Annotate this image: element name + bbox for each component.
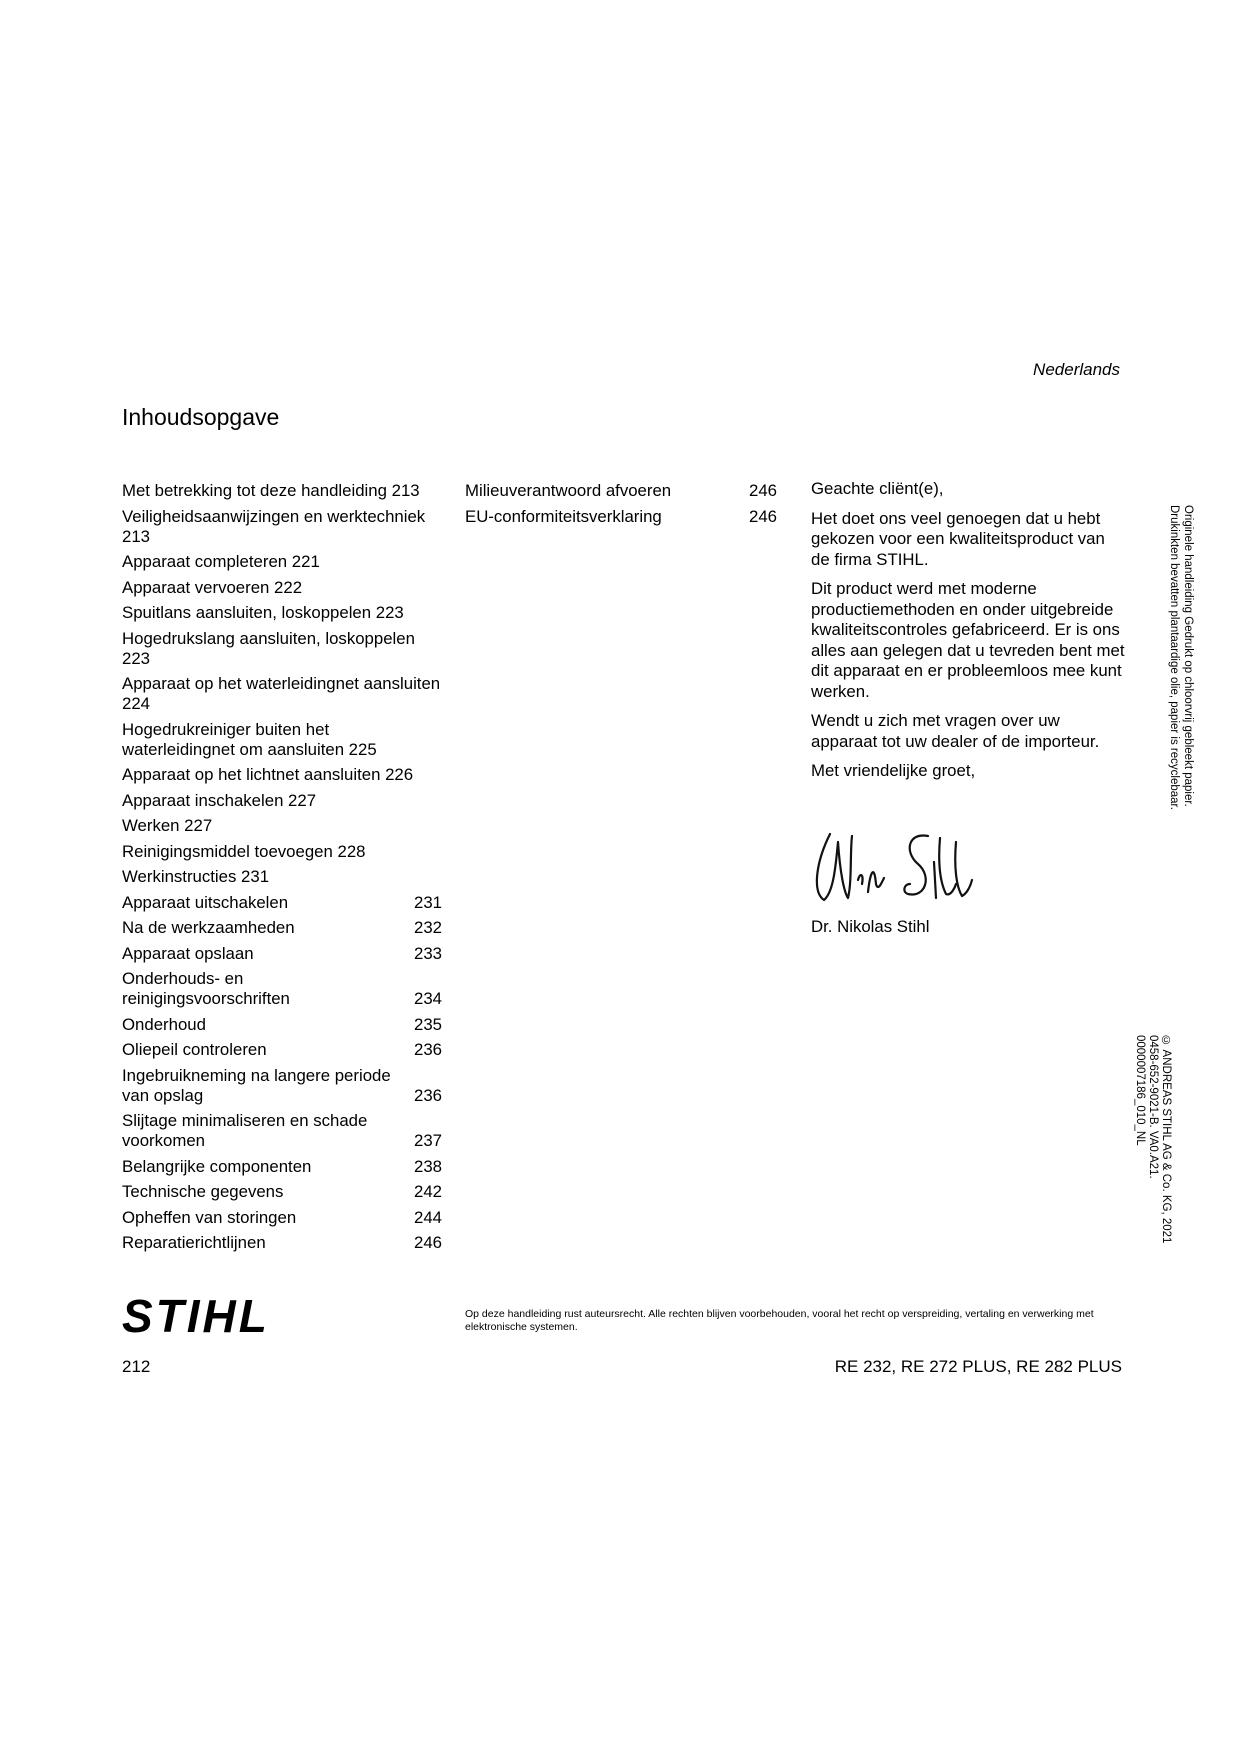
toc-entry bbox=[122, 1233, 442, 1253]
toc-entry-title: Werken 227 bbox=[122, 816, 213, 835]
toc-entry-title: Belangrijke componenten bbox=[122, 1156, 312, 1176]
toc-column-1 bbox=[122, 481, 442, 1259]
svg-text:STIHL: STIHL bbox=[122, 1294, 270, 1336]
toc-entry-title: Opheffen van storingen bbox=[122, 1207, 297, 1227]
toc-entry-title: Spuitlans aansluiten, loskoppelen 223 bbox=[122, 603, 404, 622]
toc-entry-title: Onderhouds- en reinigingsvoorschriften bbox=[122, 969, 290, 1008]
toc-entry bbox=[122, 944, 442, 964]
toc-entry-title: Veiligheidsaanwijzingen en werktechniek 213 bbox=[122, 506, 426, 546]
toc-entry-title: Hogedrukreiniger buiten het waterleidingnet om aansluiten 225 bbox=[122, 719, 377, 759]
toc-column-2 bbox=[465, 481, 777, 532]
toc-entry bbox=[122, 1157, 442, 1177]
toc-entry-page: 236 bbox=[414, 1085, 442, 1105]
toc-entry bbox=[122, 720, 442, 760]
toc-entry-page: 237 bbox=[414, 1131, 442, 1150]
toc-entry-title: Apparaat op het lichtnet aansluiten 226 bbox=[122, 765, 414, 784]
toc-entry bbox=[122, 603, 442, 623]
toc-entry bbox=[122, 481, 442, 501]
toc-entry-title: Apparaat completeren 221 bbox=[122, 552, 320, 571]
toc-entry bbox=[122, 765, 442, 785]
letter-closing: Met vriendelijke groet, bbox=[811, 761, 976, 780]
letter-paragraph: Wendt u zich met vragen over uw apparaat tot uw dealer of de importeur. bbox=[811, 711, 1100, 751]
toc-entry-page: 238 bbox=[414, 1156, 442, 1176]
toc-entry bbox=[122, 791, 442, 811]
toc-entry bbox=[122, 1015, 442, 1035]
toc-entry-title: Met betrekking tot deze handleiding 213 bbox=[122, 481, 420, 500]
toc-entry-page: 234 bbox=[414, 989, 442, 1008]
toc-entry bbox=[122, 893, 442, 913]
toc-entry bbox=[122, 1111, 442, 1151]
toc-entry-page: 242 bbox=[414, 1182, 442, 1201]
toc-entry-page: 244 bbox=[414, 1207, 442, 1227]
toc-entry bbox=[465, 507, 777, 527]
toc-entry bbox=[122, 507, 442, 547]
language-label: Nederlands bbox=[1033, 360, 1120, 379]
toc-entry-page: 246 bbox=[749, 481, 777, 500]
signer-name: Dr. Nikolas Stihl bbox=[811, 917, 930, 936]
toc-entry-page: 233 bbox=[414, 943, 442, 963]
page-title: Inhoudsopgave bbox=[122, 404, 280, 430]
toc-entry-page: 232 bbox=[414, 918, 442, 937]
toc-entry-title: Reparatierichtlijnen bbox=[122, 1233, 266, 1252]
toc-entry-title: Apparaat op het waterleidingnet aansluiten 224 bbox=[122, 674, 441, 713]
toc-entry-page: 246 bbox=[414, 1233, 442, 1252]
letter-paragraph: Het doet ons veel genoegen dat u hebt gekozen voor een kwaliteitsproduct van de firma STIHL. bbox=[811, 508, 1105, 569]
letter-salutation: Geachte cliënt(e), bbox=[811, 479, 944, 498]
toc-entry-title: Reinigingsmiddel toevoegen 228 bbox=[122, 841, 366, 861]
toc-entry-title: Hogedrukslang aansluiten, loskoppelen 223 bbox=[122, 628, 415, 668]
toc-entry bbox=[122, 552, 442, 572]
toc-entry-page: 235 bbox=[414, 1014, 442, 1034]
toc-entry-page: 231 bbox=[414, 892, 442, 912]
toc-entry-page: 246 bbox=[749, 506, 777, 526]
toc-entry bbox=[122, 918, 442, 938]
toc-entry-title: EU-conformiteitsverklaring bbox=[465, 506, 662, 526]
toc-entry-title: Na de werkzaamheden bbox=[122, 918, 295, 937]
toc-entry-title: Ingebruikneming na langere periode van opslag bbox=[122, 1065, 391, 1105]
toc-entry-title: Apparaat opslaan bbox=[122, 943, 254, 963]
toc-entry bbox=[122, 969, 442, 1009]
toc-entry-title: Apparaat uitschakelen bbox=[122, 892, 289, 912]
toc-entry bbox=[122, 842, 442, 862]
toc-entry-title: Apparaat vervoeren 222 bbox=[122, 577, 303, 597]
toc-entry bbox=[122, 1182, 442, 1202]
toc-entry bbox=[122, 816, 442, 836]
page-number: 212 bbox=[122, 1357, 151, 1376]
toc-entry bbox=[122, 674, 442, 714]
greeting-letter bbox=[811, 479, 1126, 791]
toc-entry-title: Technische gegevens bbox=[122, 1182, 284, 1201]
model-designation: RE 232, RE 272 PLUS, RE 282 PLUS bbox=[834, 1357, 1122, 1376]
signature-image bbox=[808, 822, 978, 912]
toc-entry bbox=[122, 1208, 442, 1228]
toc-entry-title: Werkinstructies 231 bbox=[122, 867, 270, 886]
toc-entry bbox=[122, 1040, 442, 1060]
toc-entry-title: Milieuverantwoord afvoeren bbox=[465, 481, 672, 500]
stihl-logo bbox=[120, 1294, 300, 1336]
toc-entry bbox=[465, 481, 777, 501]
toc-entry-title: Slijtage minimaliseren en schade voorkomen bbox=[122, 1111, 368, 1150]
toc-entry bbox=[122, 867, 442, 887]
toc-entry-page: 236 bbox=[414, 1040, 442, 1059]
copyright-notice: Op deze handleiding rust auteursrecht. Alle rechten blijven voorbehouden, vooral het recht op verspreiding, vertaling en verwerking met elektronische systemen. bbox=[465, 1308, 1094, 1333]
toc-entry bbox=[122, 629, 442, 669]
toc-entry-title: Onderhoud bbox=[122, 1014, 206, 1034]
toc-entry bbox=[122, 1066, 442, 1106]
paper-note: Originele handleiding Gedrukt op chloorvrij gebleekt papier. Drukinkten bevatten plantaardige olie, papier is recyclebaar. bbox=[1168, 505, 1194, 810]
toc-entry-title: Oliepeil controleren bbox=[122, 1040, 267, 1059]
copyright-side-note: © ANDREAS STIHL AG & Co. KG, 2021 0458-652-9021-B. VA0.A21. 0000007186_010_NL bbox=[1134, 1035, 1172, 1244]
toc-entry bbox=[122, 578, 442, 598]
toc-entry-title: Apparaat inschakelen 227 bbox=[122, 790, 317, 810]
letter-paragraph: Dit product werd met moderne productiemethoden en onder uitgebreide kwaliteitscontroles gefabriceerd. Er is ons alles aan gelegen dat u tevreden bent met dit apparaat en er probleemloos mee kunt werken. bbox=[811, 579, 1125, 701]
